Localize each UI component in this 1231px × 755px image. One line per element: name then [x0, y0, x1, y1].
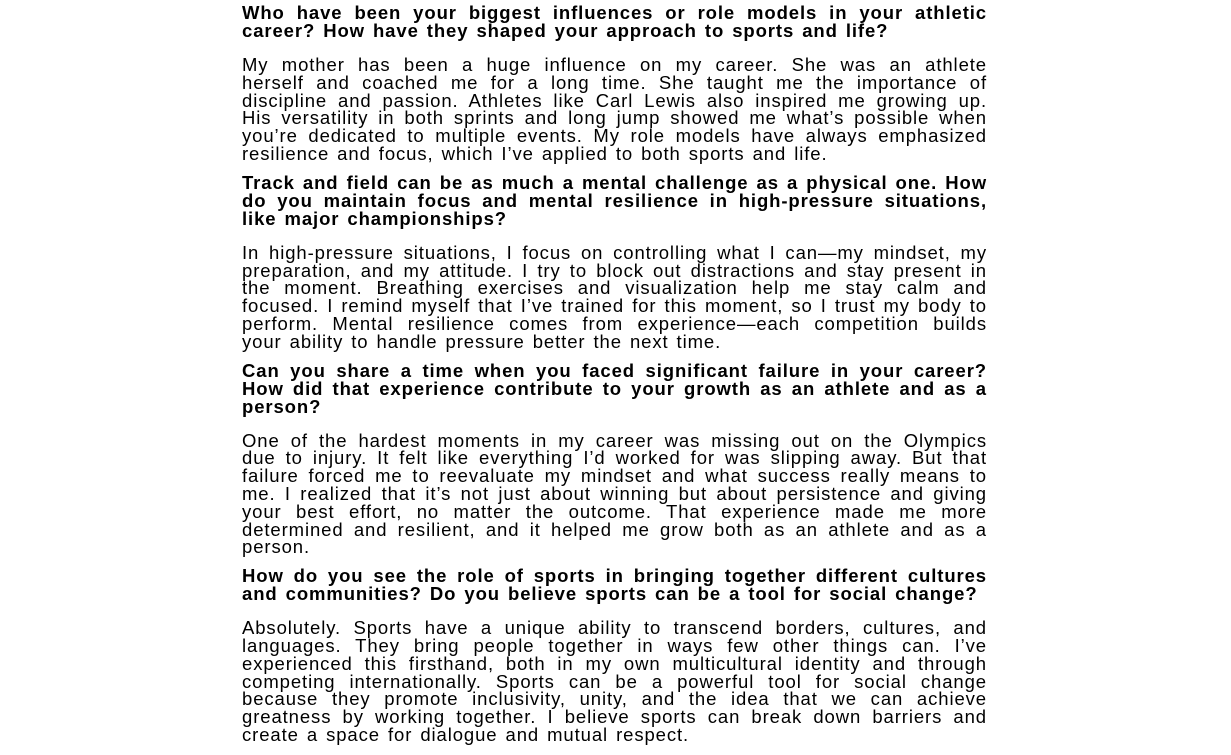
- interview-question: Can you share a time when you faced significant failure in your career? How did that experience contribute to your growth as an athlete and as a person?: [242, 359, 987, 417]
- interview-question: Who have been your biggest influences or role models in your athletic career? How have they shaped your approach to sports and life?: [242, 2, 987, 41]
- interview-question: How do you see the role of sports in bringing together different cultures and communities? Do you believe sports can be a tool for social change?: [242, 565, 987, 605]
- interview-answer: In high-pressure situations, I focus on controlling what I can—my mindset, my preparation, and my attitude. I try to block out distractions and stay present in the moment. Breathing exercises and visualization help me stay calm and focused. I remind myself that I’ve trained for this moment, so I trust my body to perform. Mental resilience comes from experience—each competition builds your ability to handle pressure better the next time.: [242, 241, 987, 352]
- interview-answer: One of the hardest moments in my career was missing out on the Olympics due to injury. It felt like everything I’d worked for was slipping away. But that failure forced me to reevaluate my mindset and what success really means to me. I realized that it’s not just about winning but about persistence and giving your best effort, no matter the outcome. That experience made me more determined and resilient, and it helped me grow both as an athlete and as a person.: [242, 429, 987, 558]
- interview-document: [242, 4, 987, 755]
- qa-block: [242, 567, 987, 744]
- interview-question: Track and field can be as much a mental challenge as a physical one. How do you maintain focus and mental resilience in high-pressure situations, like major championships?: [242, 171, 987, 229]
- interview-answer: My mother has been a huge influence on my career. She was an athlete herself and coached me for a long time. She taught me the importance of discipline and passion. Athletes like Carl Lewis also inspired me growing up. His versatility in both sprints and long jump showed me what’s possible when you’re dedicated to multiple events. My role models have always emphasized resilience and focus, which I’ve applied to both sports and life.: [242, 54, 987, 164]
- qa-block: [242, 171, 987, 352]
- interview-answer: Absolutely. Sports have a unique ability to transcend borders, cultures, and languages. They bring people together in ways few other things can. I’ve experienced this firsthand, both in my own multicultural identity and through competing internationally. Sports can be a powerful tool for social change because they promote inclusivity, unity, and the idea that we can achieve greatness by working together. I believe sports can break down barriers and create a space for dialogue and mutual respect.: [242, 617, 987, 745]
- qa-block: [242, 4, 987, 163]
- qa-block: [242, 359, 987, 558]
